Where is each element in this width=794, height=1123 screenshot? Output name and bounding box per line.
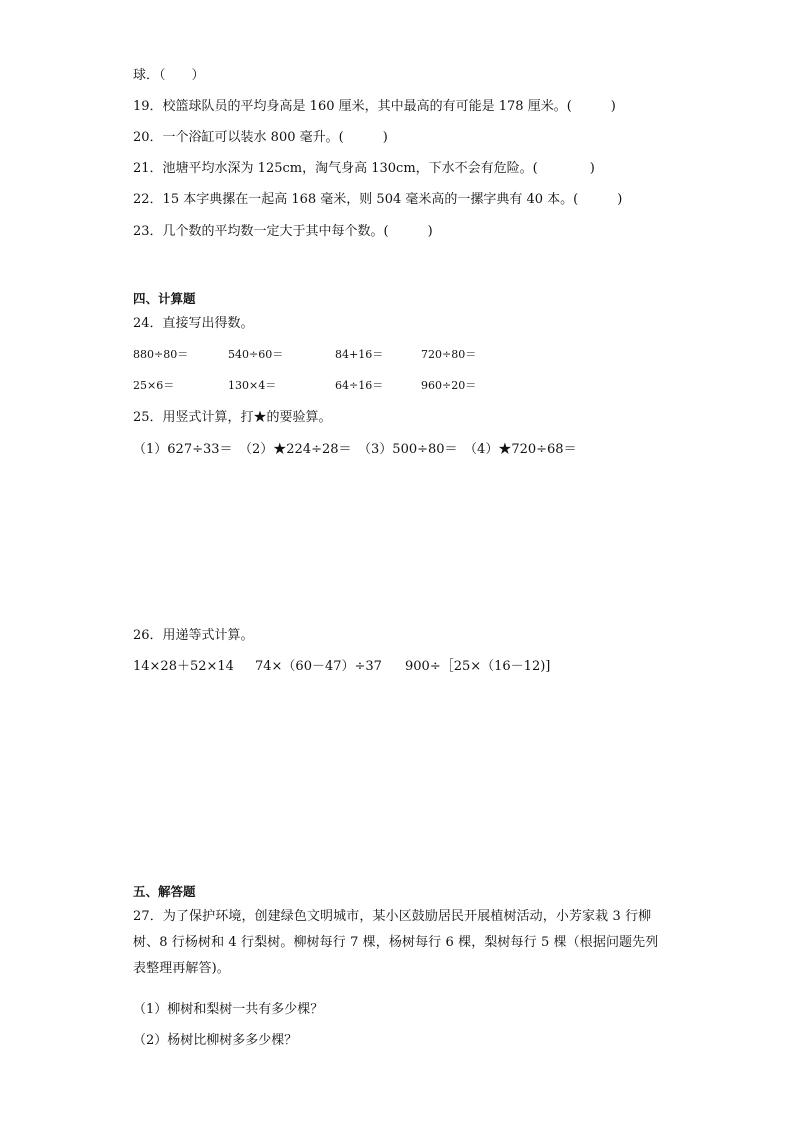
question-continuation: 球．（ ）: [133, 68, 205, 83]
question-27-part-1: （1）柳树和梨树一共有多少棵？: [133, 1002, 324, 1017]
mental-calc-item: 880÷80＝: [133, 348, 189, 361]
question-27: 27．为了保护环境，创建绿色文明城市，某小区鼓励居民开展植树活动，小芳家栽 3 行柳树、8 行杨树和 4 行梨树。柳树每行 7 棵，杨树每行 6 棵，梨树每行 5 棵（根据问题先列表整理再解答)。: [133, 909, 659, 976]
question-21: 21．池塘平均水深为 125cm，淘气身高 130cm，下水不会有危险。( ): [133, 161, 595, 176]
stepwise-calc-item: 74×（60－47）÷37: [255, 659, 382, 674]
mental-calc-item: 540÷60＝: [228, 348, 284, 361]
mental-calc-item: 25×6＝: [133, 379, 175, 392]
section-heading-calc: 四、计算题: [133, 291, 196, 306]
question-26: 26．用递等式计算。: [133, 628, 254, 643]
question-25-items: （1）627÷33＝ （2）★224÷28＝ （3）500÷80＝ （4）★720÷68＝: [133, 442, 577, 457]
section-heading-answer: 五、解答题: [133, 884, 196, 899]
question-24: 24．直接写出得数。: [133, 316, 254, 331]
question-22: 22．15 本字典摞在一起高 168 毫米，则 504 毫米高的一摞字典有 40 本。( ): [133, 192, 623, 207]
stepwise-calc-item: 900÷［25×（16－12)]: [405, 659, 551, 674]
question-25: 25．用竖式计算，打★的要验算。: [133, 410, 332, 425]
mental-calc-item: 84+16＝: [335, 348, 384, 361]
question-23: 23．几个数的平均数一定大于其中每个数。( ): [133, 224, 433, 239]
question-19: 19．校篮球队员的平均身高是 160 厘米，其中最高的有可能是 178 厘米。( ): [133, 99, 616, 114]
mental-calc-item: 64÷16＝: [335, 379, 384, 392]
mental-calc-item: 720÷80＝: [421, 348, 477, 361]
question-20: 20．一个浴缸可以装水 800 毫升。( ): [133, 130, 388, 145]
stepwise-calc-item: 14×28＋52×14: [133, 659, 234, 674]
question-27-part-2: （2）杨树比柳树多多少棵？: [133, 1033, 298, 1048]
mental-calc-item: 960÷20＝: [421, 379, 477, 392]
mental-calc-item: 130×4＝: [228, 379, 277, 392]
